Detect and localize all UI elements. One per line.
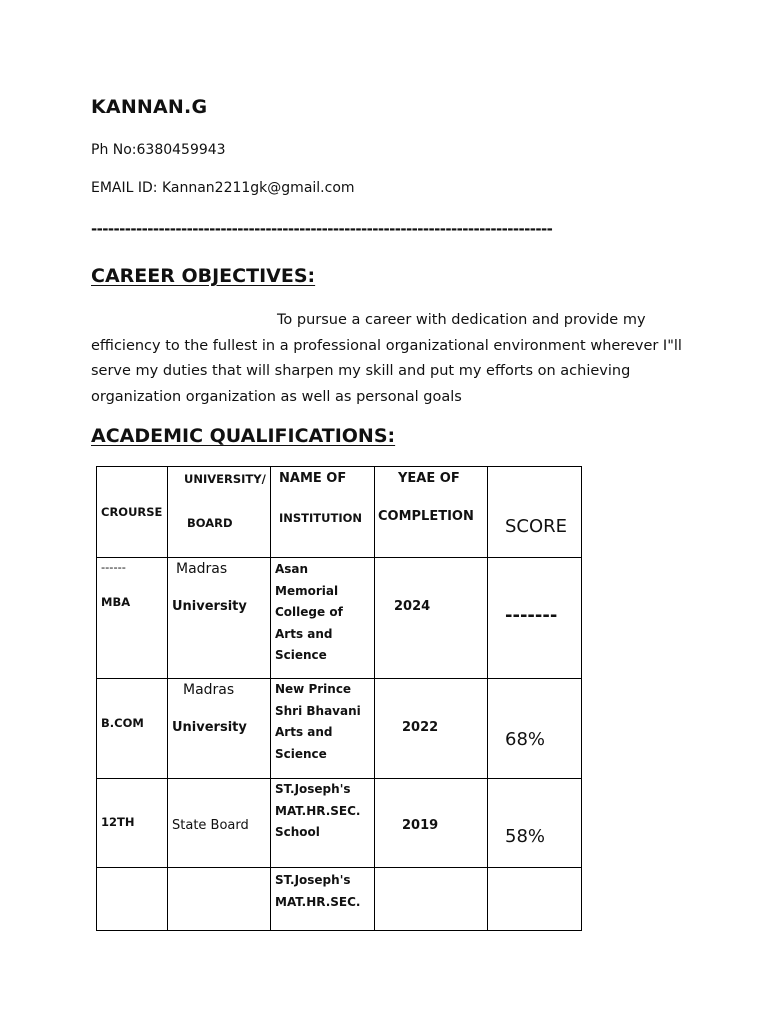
qualifications-table — [96, 466, 582, 931]
row3-score-value: 58% — [505, 826, 546, 847]
row1-institution-name: Asan Memorial College of Arts and Science — [275, 562, 343, 662]
table-row — [97, 558, 582, 679]
career-objectives-text — [91, 308, 691, 410]
row1-institution — [271, 558, 375, 679]
row2-score — [488, 679, 582, 779]
table-row — [97, 679, 582, 779]
row4-score — [488, 868, 582, 931]
row1-course-dashes: ------ — [101, 560, 126, 574]
header-institution — [271, 467, 375, 558]
table-row — [97, 868, 582, 931]
career-line-1: To pursue a career with dedication and provide my — [277, 312, 646, 328]
header-institution-line1: NAME OF — [279, 471, 347, 486]
row4-university — [168, 868, 271, 931]
row4-institution-name: ST.Joseph's MAT.HR.SEC. — [275, 873, 361, 909]
divider-line: ---------------------------------------------------------------------------------- — [91, 220, 553, 238]
row4-year — [375, 868, 488, 931]
row3-course-label: 12TH — [101, 815, 135, 829]
row2-course-label: B.COM — [101, 716, 144, 730]
row1-course-label: MBA — [101, 595, 131, 609]
phone-number: Ph No:6380459943 — [91, 142, 226, 158]
row2-university — [168, 679, 271, 779]
row4-course — [97, 868, 168, 931]
header-course — [97, 467, 168, 558]
header-year-line2: COMPLETION — [378, 509, 474, 524]
header-year-line1: YEAE OF — [398, 471, 460, 486]
row1-year-value: 2024 — [394, 599, 431, 614]
header-year — [375, 467, 488, 558]
row2-university-line1: Madras — [183, 682, 235, 698]
row2-university-line2: University — [172, 720, 247, 735]
row2-institution-name: New Prince Shri Bhavani Arts and Science — [275, 682, 361, 761]
header-university — [168, 467, 271, 558]
row3-university-value: State Board — [172, 818, 249, 833]
table-row — [97, 779, 582, 868]
row3-university — [168, 779, 271, 868]
row3-institution — [271, 779, 375, 868]
academic-qualifications-heading: ACADEMIC QUALIFICATIONS: — [91, 425, 396, 447]
table-header-row — [97, 467, 582, 558]
row3-course — [97, 779, 168, 868]
row3-year — [375, 779, 488, 868]
career-line-2: efficiency to the fullest in a professional organizational environment wherever I"ll — [91, 337, 682, 354]
career-line-4: organization organization as well as personal goals — [91, 388, 462, 405]
row1-course — [97, 558, 168, 679]
row1-year — [375, 558, 488, 679]
header-course-label: CROURSE — [101, 505, 163, 519]
row3-institution-name: ST.Joseph's MAT.HR.SEC. School — [275, 782, 361, 839]
header-score — [488, 467, 582, 558]
row3-year-value: 2019 — [402, 818, 439, 833]
row2-year — [375, 679, 488, 779]
row1-score — [488, 558, 582, 679]
row2-institution — [271, 679, 375, 779]
row1-university-line2: University — [172, 599, 247, 614]
row1-score-value: ------- — [505, 605, 558, 626]
header-score-label: SCORE — [505, 516, 568, 537]
header-university-line2: BOARD — [187, 516, 233, 530]
row1-university-line1: Madras — [176, 561, 228, 577]
career-line-3: serve my duties that will sharpen my skill and put my efforts on achieving — [91, 363, 631, 379]
row2-course — [97, 679, 168, 779]
candidate-name: KANNAN.G — [91, 96, 208, 118]
row4-institution — [271, 868, 375, 931]
row1-university — [168, 558, 271, 679]
row2-score-value: 68% — [505, 729, 546, 750]
row3-score — [488, 779, 582, 868]
row2-year-value: 2022 — [402, 720, 439, 735]
email-address: EMAIL ID: Kannan2211gk@gmail.com — [91, 180, 355, 196]
career-objectives-heading: CAREER OBJECTIVES: — [91, 265, 316, 287]
header-institution-line2: INSTITUTION — [279, 511, 363, 525]
header-university-line1: UNIVERSITY/ — [184, 472, 266, 486]
